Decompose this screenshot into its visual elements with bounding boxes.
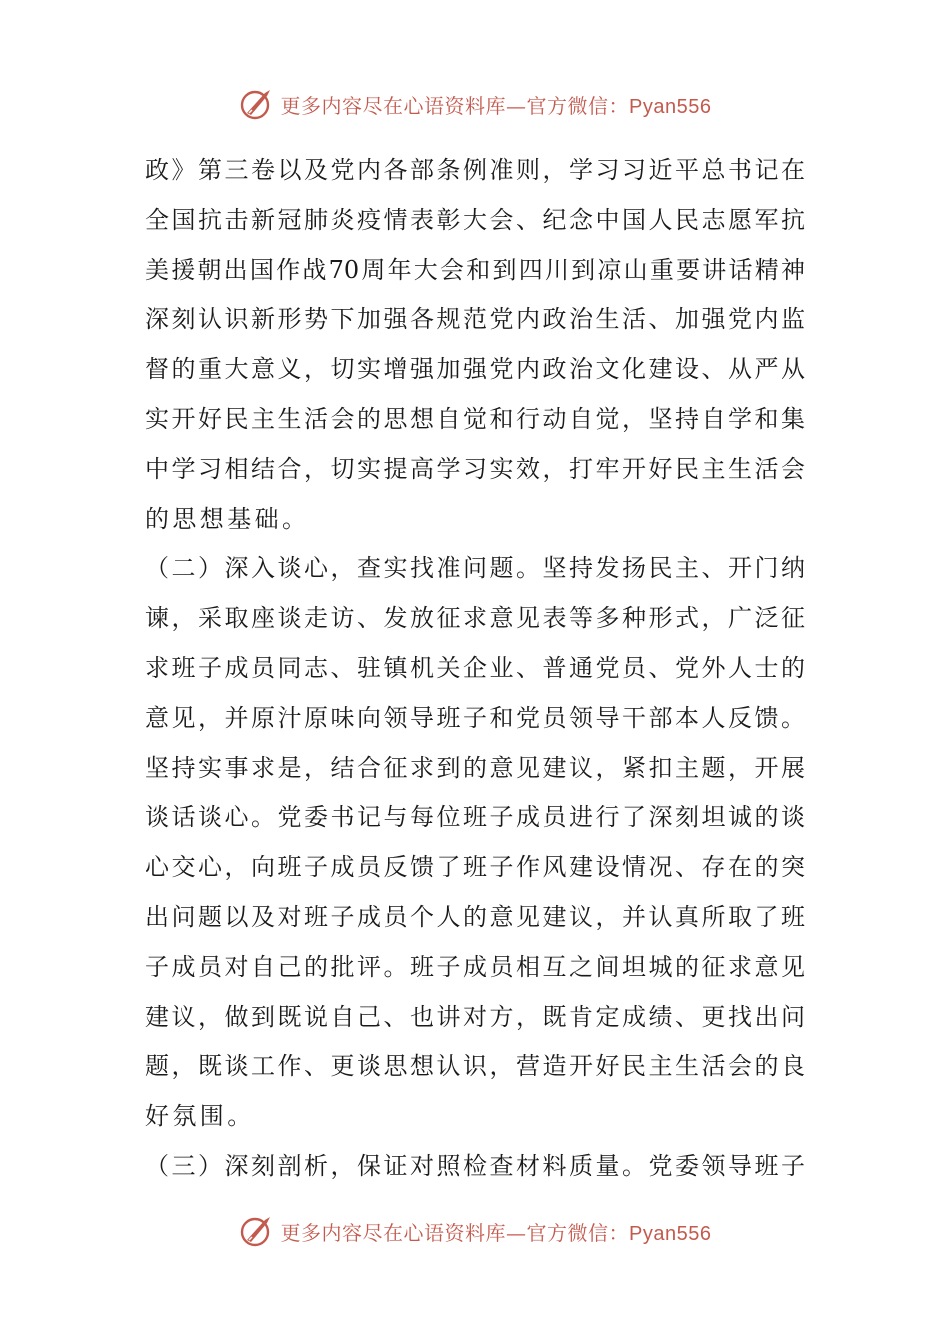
text-line: 的思想基础。	[145, 504, 310, 533]
wechat-id: Pyan556	[629, 1222, 712, 1245]
text-line: 题，既谈工作、更谈思想认识，营造开好民主生活会的良	[145, 1052, 805, 1081]
text-line: 谏，采取座谈走访、发放征求意见表等多种形式，广泛征	[145, 604, 805, 633]
text-line: 政》第三卷以及党内各部条例准则，学习习近平总书记在	[145, 156, 805, 184]
banner-slogan: 更多内容尽在心语资料库—官方微信：	[280, 93, 630, 118]
text-line: （三）深刻剖析，保证对照检查材料质量。党委领导班子	[145, 1151, 805, 1180]
text-line: 实开好民主生活会的思想自觉和行动自觉，坚持自学和集	[145, 404, 805, 433]
text-line: 深刻认识新形势下加强各规范党内政治生活、加强党内监	[145, 305, 805, 334]
text-line: 建议，做到既说自己、也讲对方，既肯定成绩、更找出问	[145, 1002, 805, 1031]
document-body	[145, 146, 805, 1192]
text-line: 意见，并原汁原味向领导班子和党员领导干部本人反馈。	[145, 703, 805, 732]
text-line: （二）深入谈心，查实找准问题。坚持发扬民主、开门纳	[145, 554, 805, 583]
banner-text	[281, 90, 712, 119]
text-line: 心交心，向班子成员反馈了班子作风建设情况、存在的突	[145, 853, 805, 882]
pen-logo-icon	[239, 1213, 275, 1249]
text-line: 全国抗击新冠肺炎疫情表彰大会、纪念中国人民志愿军抗	[145, 205, 805, 234]
text-line: 中学习相结合，切实提高学习实效，打牢开好民主生活会	[145, 454, 805, 483]
header-watermark-banner	[0, 84, 950, 124]
text-line: 好氛围。	[145, 1102, 255, 1131]
pen-logo-icon	[239, 86, 275, 122]
text-line: 出问题以及对班子成员个人的意见建议，并认真所取了班	[145, 902, 805, 931]
footer-watermark-banner	[0, 1211, 950, 1251]
text-line: 督的重大意义，切实增强加强党内政治文化建设、从严从	[145, 355, 805, 384]
wechat-id: Pyan556	[629, 95, 712, 118]
banner-slogan: 更多内容尽在心语资料库—官方微信：	[280, 1220, 630, 1245]
text-line: 谈话谈心。党委书记与每位班子成员进行了深刻坦诚的谈	[145, 803, 805, 832]
text-line: 坚持实事求是，结合征求到的意见建议，紧扣主题，开展	[145, 753, 805, 782]
banner-text	[281, 1217, 712, 1246]
text-line: 美援朝出国作战70周年大会和到四川到凉山重要讲话精神	[145, 255, 805, 284]
text-line: 求班子成员同志、驻镇机关企业、普通党员、党外人士的	[145, 653, 805, 682]
text-line: 子成员对自己的批评。班子成员相互之间坦城的征求意见	[145, 952, 805, 981]
